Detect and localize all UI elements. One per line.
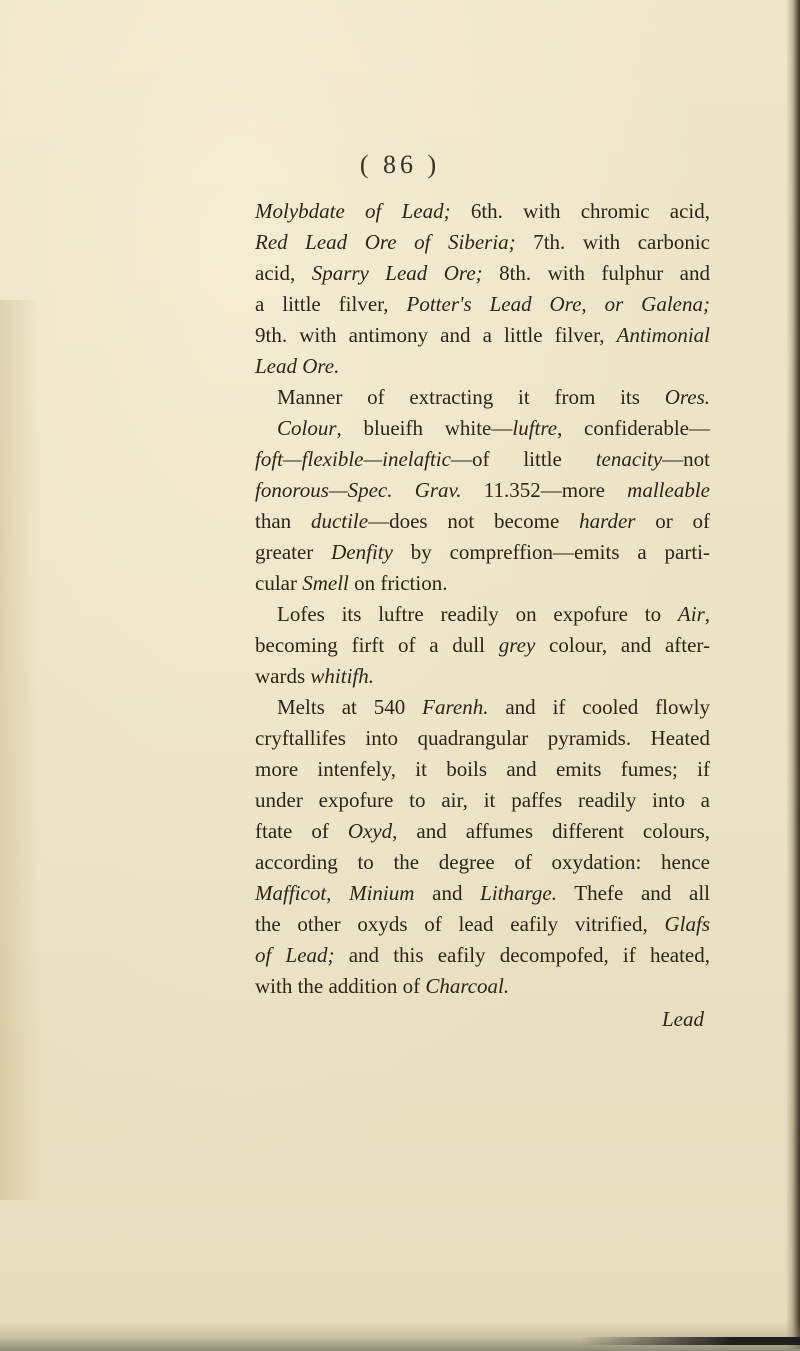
italic-text: Minium bbox=[349, 881, 415, 905]
text-line bbox=[255, 506, 710, 537]
text-run: , bbox=[581, 292, 605, 316]
text-run: Melts at 540 bbox=[277, 695, 423, 719]
text-run: or of bbox=[635, 509, 710, 533]
italic-text: Glafs bbox=[664, 912, 710, 936]
italic-text: Denfity bbox=[331, 540, 393, 564]
italic-text: malleable bbox=[627, 478, 710, 502]
text-run: 9th. with antimony and a little filver, bbox=[255, 323, 617, 347]
text-run: more intenfely, it boils and emits fumes; if bbox=[255, 757, 710, 781]
text-line bbox=[255, 568, 710, 599]
text-line bbox=[255, 940, 710, 971]
text-run: according to the degree of oxydation: hence bbox=[255, 850, 710, 874]
text-run: 11.352—more bbox=[461, 478, 628, 502]
text-line bbox=[255, 444, 710, 475]
italic-text: luftre bbox=[512, 416, 558, 440]
text-line bbox=[255, 475, 710, 506]
text-run: with the addition of bbox=[255, 974, 426, 998]
text-run: than bbox=[255, 509, 311, 533]
text-run: , blueifh white— bbox=[336, 416, 513, 440]
text-run: cular bbox=[255, 571, 303, 595]
text-run: wards bbox=[255, 664, 311, 688]
text-run: —does not become bbox=[368, 509, 580, 533]
text-line bbox=[255, 723, 710, 754]
text-line bbox=[255, 227, 710, 258]
text-run: on friction. bbox=[348, 571, 448, 595]
text-run: by compreffion—emits a parti- bbox=[392, 540, 710, 564]
text-run: greater bbox=[255, 540, 332, 564]
text-run: ftate of bbox=[255, 819, 348, 843]
text-run: and if cooled flowly bbox=[488, 695, 710, 719]
italic-text: Air bbox=[677, 602, 705, 626]
italic-text: Litharge. bbox=[480, 881, 557, 905]
italic-text: ductile bbox=[310, 509, 369, 533]
italic-text: Lead Ore. bbox=[255, 354, 340, 378]
text-line bbox=[255, 661, 710, 692]
text-run: , confiderable— bbox=[557, 416, 710, 440]
text-line bbox=[255, 537, 710, 568]
italic-text: Farenh. bbox=[422, 695, 489, 719]
italic-text: or Galena; bbox=[604, 292, 710, 316]
text-run: —not bbox=[662, 447, 710, 471]
italic-text: whitifh. bbox=[310, 664, 375, 688]
text-line bbox=[255, 692, 710, 723]
italic-text: Sparry Lead Ore; bbox=[311, 261, 483, 285]
text-run: , bbox=[704, 602, 710, 626]
text-run: Manner of extracting it from its bbox=[277, 385, 665, 409]
text-run: , and affumes different colours, bbox=[392, 819, 711, 843]
text-line bbox=[255, 878, 710, 909]
text-run: Thefe and all bbox=[556, 881, 710, 905]
italic-text: Colour bbox=[277, 416, 337, 440]
body-text bbox=[255, 196, 710, 1035]
text-line bbox=[255, 847, 710, 878]
catchword: Lead bbox=[662, 1007, 704, 1031]
text-run: cryftallifes into quadrangular pyramids. Heated bbox=[255, 726, 710, 750]
text-line bbox=[255, 196, 710, 227]
text-run: Lofes its luftre readily on expofure to bbox=[277, 602, 678, 626]
text-line bbox=[255, 909, 710, 940]
text-run: acid, bbox=[255, 261, 312, 285]
italic-text: foft—flexible—inelaftic bbox=[255, 447, 451, 471]
text-line bbox=[255, 351, 710, 382]
italic-text: fonorous—Spec. Grav. bbox=[255, 478, 462, 502]
text-line bbox=[255, 816, 710, 847]
text-run: under expofure to air, it paffes readily into a bbox=[255, 788, 710, 812]
text-run: , bbox=[326, 881, 350, 905]
text-line bbox=[255, 289, 710, 320]
page-stain bbox=[0, 300, 40, 1200]
text-run: and this eafily decompofed, if heated, bbox=[334, 943, 710, 967]
text-line bbox=[255, 382, 710, 413]
text-line bbox=[255, 630, 710, 661]
page-number: ( 86 ) bbox=[359, 150, 441, 179]
text-run: the other oxyds of lead eafily vitrified, bbox=[255, 912, 665, 936]
italic-text: Mafficot bbox=[255, 881, 327, 905]
text-line bbox=[255, 320, 710, 351]
text-run: —of little bbox=[450, 447, 596, 471]
italic-text: Molybdate of Lead; bbox=[255, 199, 451, 223]
text-line bbox=[255, 258, 710, 289]
text-line bbox=[255, 599, 710, 630]
text-line bbox=[255, 785, 710, 816]
italic-text: harder bbox=[579, 509, 636, 533]
binding-shadow bbox=[580, 1337, 800, 1345]
text-run: 6th. with chromic acid, bbox=[450, 199, 710, 223]
page-edge-shadow bbox=[786, 0, 800, 1351]
italic-text: Potter's Lead Ore bbox=[406, 292, 582, 316]
text-run: becoming firft of a dull bbox=[255, 633, 499, 657]
text-run: 8th. with fulphur and bbox=[482, 261, 711, 285]
text-run: 7th. with carbonic bbox=[515, 230, 710, 254]
page-bottom-edge bbox=[0, 1321, 800, 1351]
text-line bbox=[255, 413, 710, 444]
italic-text: Charcoal. bbox=[425, 974, 510, 998]
italic-text: Red Lead Ore of Siberia; bbox=[255, 230, 516, 254]
text-run: a little filver, bbox=[255, 292, 407, 316]
italic-text: tenacity bbox=[595, 447, 663, 471]
italic-text: of Lead; bbox=[255, 943, 335, 967]
text-line bbox=[255, 971, 710, 1002]
text-line bbox=[255, 754, 710, 785]
italic-text: Oxyd bbox=[347, 819, 393, 843]
text-run: colour, and after- bbox=[535, 633, 710, 657]
text-run: and bbox=[414, 881, 481, 905]
italic-text: Antimonial bbox=[616, 323, 710, 347]
italic-text: grey bbox=[498, 633, 536, 657]
italic-text: Ores. bbox=[664, 385, 710, 409]
italic-text: Smell bbox=[302, 571, 349, 595]
